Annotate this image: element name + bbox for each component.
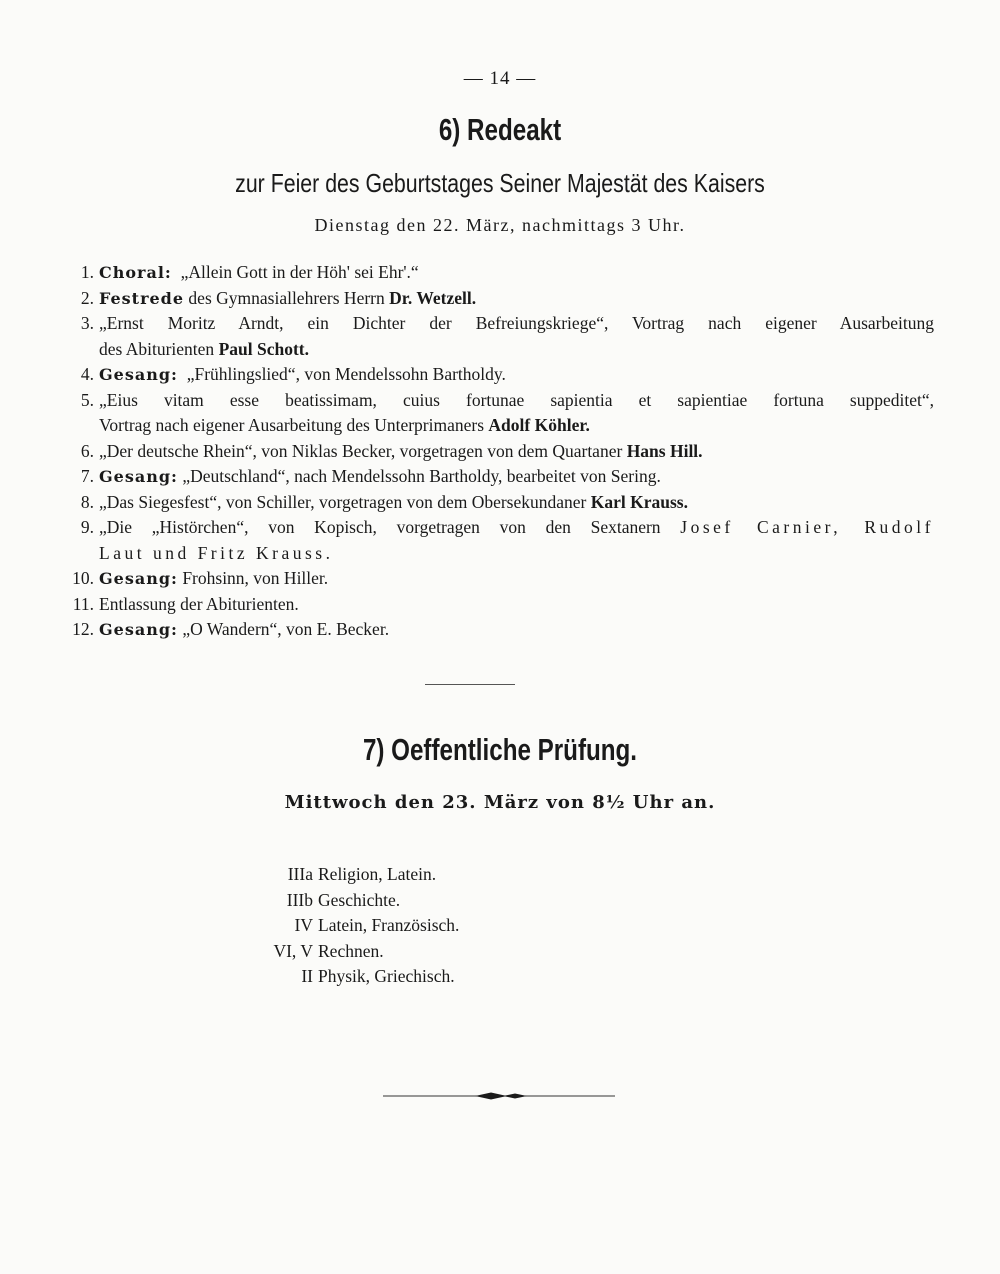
- item-number: 5.: [80, 389, 94, 410]
- item-line: [99, 515, 934, 541]
- item-number: 9.: [80, 517, 94, 537]
- schedule-class: IIIa: [287, 864, 313, 884]
- item-person: Hans Hill.: [626, 440, 703, 461]
- item-number: 12.: [72, 619, 94, 639]
- program-item: [64, 311, 934, 362]
- schedule-subjects: Religion, Latein.: [318, 864, 437, 884]
- section-6-subtitle: zur Feier des Geburtstages Seiner Majestät des Kaisers: [235, 168, 765, 198]
- schedule-row: [250, 862, 459, 888]
- item-text: Entlassung der Abiturienten.: [99, 593, 299, 614]
- item-text: „Das Siegesfest“, von Schiller, vorgetragen von dem Obersekundaner: [99, 491, 587, 512]
- item-text: des Gymnasiallehrers Herrn: [188, 287, 385, 308]
- item-number: 11.: [72, 593, 94, 614]
- item-text: Frohsinn, von Hiller.: [182, 568, 329, 588]
- schedule-subjects: Latein, Französisch.: [318, 915, 460, 935]
- item-person: Karl Krauss.: [590, 491, 688, 512]
- program-item: [64, 490, 934, 516]
- item-number: 10.: [72, 568, 94, 588]
- item-keyword: Gesang:: [99, 620, 178, 639]
- section-6-date: Dienstag den 22. März, nachmittags 3 Uhr.: [314, 215, 686, 235]
- item-number: 6.: [80, 440, 94, 461]
- item-person: Josef Carnier, Rudolf: [680, 517, 934, 537]
- program-item: [64, 464, 934, 490]
- item-person: Adolf Köhler.: [488, 415, 590, 435]
- item-text-continued: des Abiturienten: [99, 338, 215, 359]
- section-separator-rule: [425, 684, 515, 685]
- item-text: „Deutschland“, nach Mendelssohn Bartholdy, bearbeitet von Sering.: [182, 466, 661, 486]
- item-person: Dr. Wetzell.: [389, 287, 477, 308]
- item-person: Paul Schott.: [218, 338, 309, 359]
- schedule-subjects: Physik, Griechisch.: [318, 966, 455, 986]
- schedule-subjects: Geschichte.: [318, 889, 401, 910]
- item-text: „Die „Histörchen“, von Kopisch, vorgetragen von den Sextanern: [99, 517, 661, 537]
- schedule-class: IIIb: [286, 889, 313, 910]
- program-item: [64, 617, 934, 643]
- schedule-row: [250, 964, 459, 990]
- schedule-row: [250, 888, 459, 914]
- program-item: [64, 566, 934, 592]
- item-text: „Ernst Moritz Arndt, ein Dichter der Befreiungskriege“, Vortrag nach eigener Ausarbeitung: [99, 313, 934, 333]
- item-text: „Der deutsche Rhein“, von Niklas Becker, vorgetragen von dem Quartaner: [99, 440, 623, 461]
- item-number: 7.: [80, 466, 94, 486]
- program-item: [64, 388, 934, 439]
- program-item: [64, 592, 934, 618]
- schedule-row: [250, 913, 459, 939]
- schedule-row: [250, 939, 459, 965]
- program-item: [64, 286, 934, 312]
- item-number: 3.: [80, 313, 94, 333]
- item-text: „O Wandern“, von E. Becker.: [182, 619, 390, 639]
- item-text-continued: Vortrag nach eigener Ausarbeitung des Unterprimaners: [99, 415, 485, 435]
- program-item: [64, 362, 934, 388]
- schedule-class: II: [301, 966, 313, 986]
- item-number: 8.: [80, 491, 94, 512]
- item-keyword: Gesang:: [99, 365, 178, 384]
- item-text: „Frühlingslied“, von Mendelssohn Bartholdy.: [186, 364, 506, 384]
- schedule-class: VI, V: [273, 940, 313, 961]
- section-6-title: 6) Redeakt: [438, 112, 562, 147]
- item-number: 1.: [80, 262, 94, 282]
- schedule-class: IV: [294, 915, 313, 935]
- ornamental-divider: [383, 1092, 615, 1100]
- item-keyword: Choral:: [99, 263, 172, 282]
- section-7-title: 7) Oeffentliche Prüfung.: [362, 732, 638, 767]
- item-number: 4.: [80, 364, 94, 384]
- program-item: [64, 515, 934, 566]
- program-list: [64, 260, 934, 643]
- item-keyword: Gesang:: [99, 569, 178, 588]
- item-person-continued: Laut und Fritz Krauss.: [99, 542, 334, 563]
- item-keyword: Festrede: [99, 288, 185, 308]
- program-item: [64, 439, 934, 465]
- item-text: „Eius vitam esse beatissimam, cuius fortunae sapientia et sapientiae fortuna suppeditet“,: [99, 389, 934, 410]
- page-number: — 14 —: [463, 68, 537, 89]
- item-text: „Allein Gott in der Höh' sei Ehr'.“: [180, 262, 419, 282]
- schedule-subjects: Rechnen.: [318, 940, 384, 961]
- item-keyword: Gesang:: [99, 467, 178, 486]
- exam-schedule: [250, 862, 459, 990]
- program-item: [64, 260, 934, 286]
- section-7-date: Mittwoch den 23. März von 8½ Uhr an.: [284, 792, 716, 813]
- item-number: 2.: [80, 287, 94, 308]
